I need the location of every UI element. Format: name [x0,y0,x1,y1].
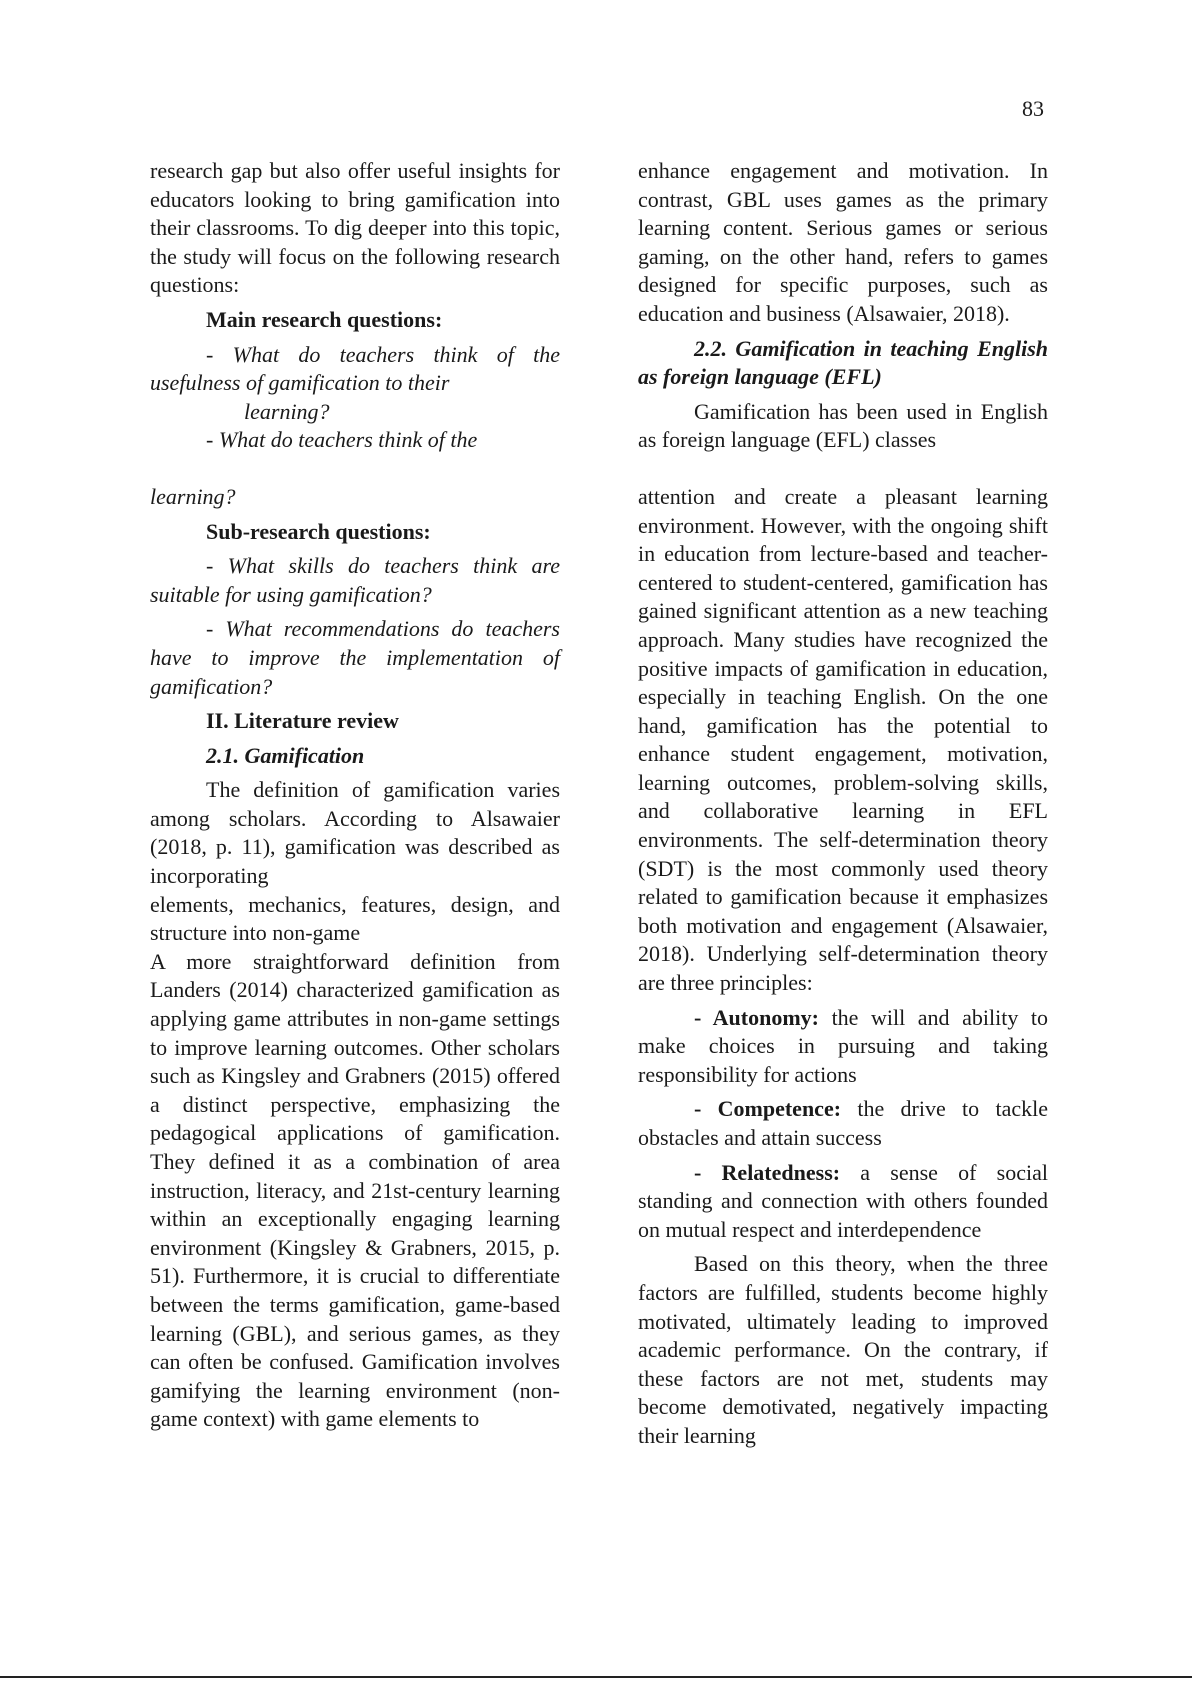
research-question: - What do teachers think of the [206,427,478,453]
paragraph: enhance engagement and motivation. In contrast, GBL uses games as the primary learning content. Serious games or serious gaming, on the other hand, refers to games designed for specific purposes, such as education and business (Alsawaier, 2018). [638,158,1048,326]
paragraph: Based on this theory, when the three factors are fulfilled, students become highly motivated, ultimately leading to improved academic performance. On the contrary, if these factors are not met, students may become demotivated, negatively impacting their learning [638,1251,1048,1448]
principle-competence [638,1095,1048,1152]
principle-term: - Relatedness: [694,1159,841,1185]
principle-relatedness [638,1159,1048,1245]
spacer [150,455,560,483]
gamification-subheading: 2.1. Gamification [206,742,365,768]
principle-definition: the drive to tackle obstacles and attain success [638,1096,1048,1150]
main-research-questions-heading: Main research questions: [206,306,443,332]
principle-term: - Competence: [694,1096,842,1122]
sub-research-questions-heading: Sub-research questions: [206,518,431,544]
research-question: - What do teachers think of the usefulness of gamification to their [150,341,560,396]
page-number: 83 [1022,96,1044,121]
paragraph: research gap but also offer useful insights for educators looking to bring gamification into their classrooms. To dig deeper into this topic, the study will focus on the following research questions: [150,158,560,298]
paragraph: attention and create a pleasant learning environment. However, with the ongoing shift in education from lecture-based and teacher-centered to student-centered, gamification has gained significant attention as a new teaching approach. Many studies have recognized the positive impacts of gamification in education, especially in teaching English. On the one hand, gamification has the potential to enhance student engagement, motivation, learning outcomes, problem-solving skills, and collaborative learning in EFL environments. The self-determination theory (SDT) is the most commonly used theory related to gamification because it emphasizes both motivation and engagement (Alsawaier, 2018). Underlying self-determination theory are three principles: [638,483,1048,996]
paragraph: A more straightforward definition from Landers (2014) characterized gamification as applying game attributes in non-game settings to improve learning outcomes. Other scholars such as Kingsley and Grabners (2015) offered a distinct perspective, emphasizing the pedagogical applications of gamification. They defined it as a combination of area instruction, literacy, and 21st-century learning within an exceptionally engaging learning environment (Kingsley & Grabners, 2015, p. 51). Furthermore, it is crucial to differentiate between the terms gamification, game-based learning (GBL), and serious games, as they can often be confused. Gamification involves gamifying the learning environment (non-game context) with game elements to [150,948,560,1432]
research-question: - What skills do teachers think are suitable for using gamification? [150,553,560,607]
research-question-continuation: learning? [244,398,330,424]
left-column [150,157,560,1434]
spacer [638,455,1048,483]
principle-definition: the will and ability to make choices in pursuing and taking responsibility for actions [638,1004,1048,1087]
research-question-continuation: learning? [150,483,236,509]
paragraph: The definition of gamification varies among scholars. According to Alsawaier (2018, p. 11), gamification was described as incorporating [150,777,560,889]
paragraph: elements, mechanics, features, design, and structure into non-game [150,891,560,946]
literature-review-heading: II. Literature review [206,708,399,734]
gamification-efl-subheading: 2.2. Gamification in teaching English as foreign language (EFL) [638,335,1048,390]
right-column [638,157,1048,1451]
paragraph: Gamification has been used in English as foreign language (EFL) classes [638,398,1048,453]
principle-term: - Autonomy: [694,1004,820,1030]
principle-definition: a sense of social standing and connection with others founded on mutual respect and interdependence [638,1159,1049,1242]
bottom-rule [0,1676,1192,1678]
research-question: - What recommendations do teachers have to improve the implementation of gamification? [150,616,560,699]
principle-autonomy [638,1004,1048,1090]
